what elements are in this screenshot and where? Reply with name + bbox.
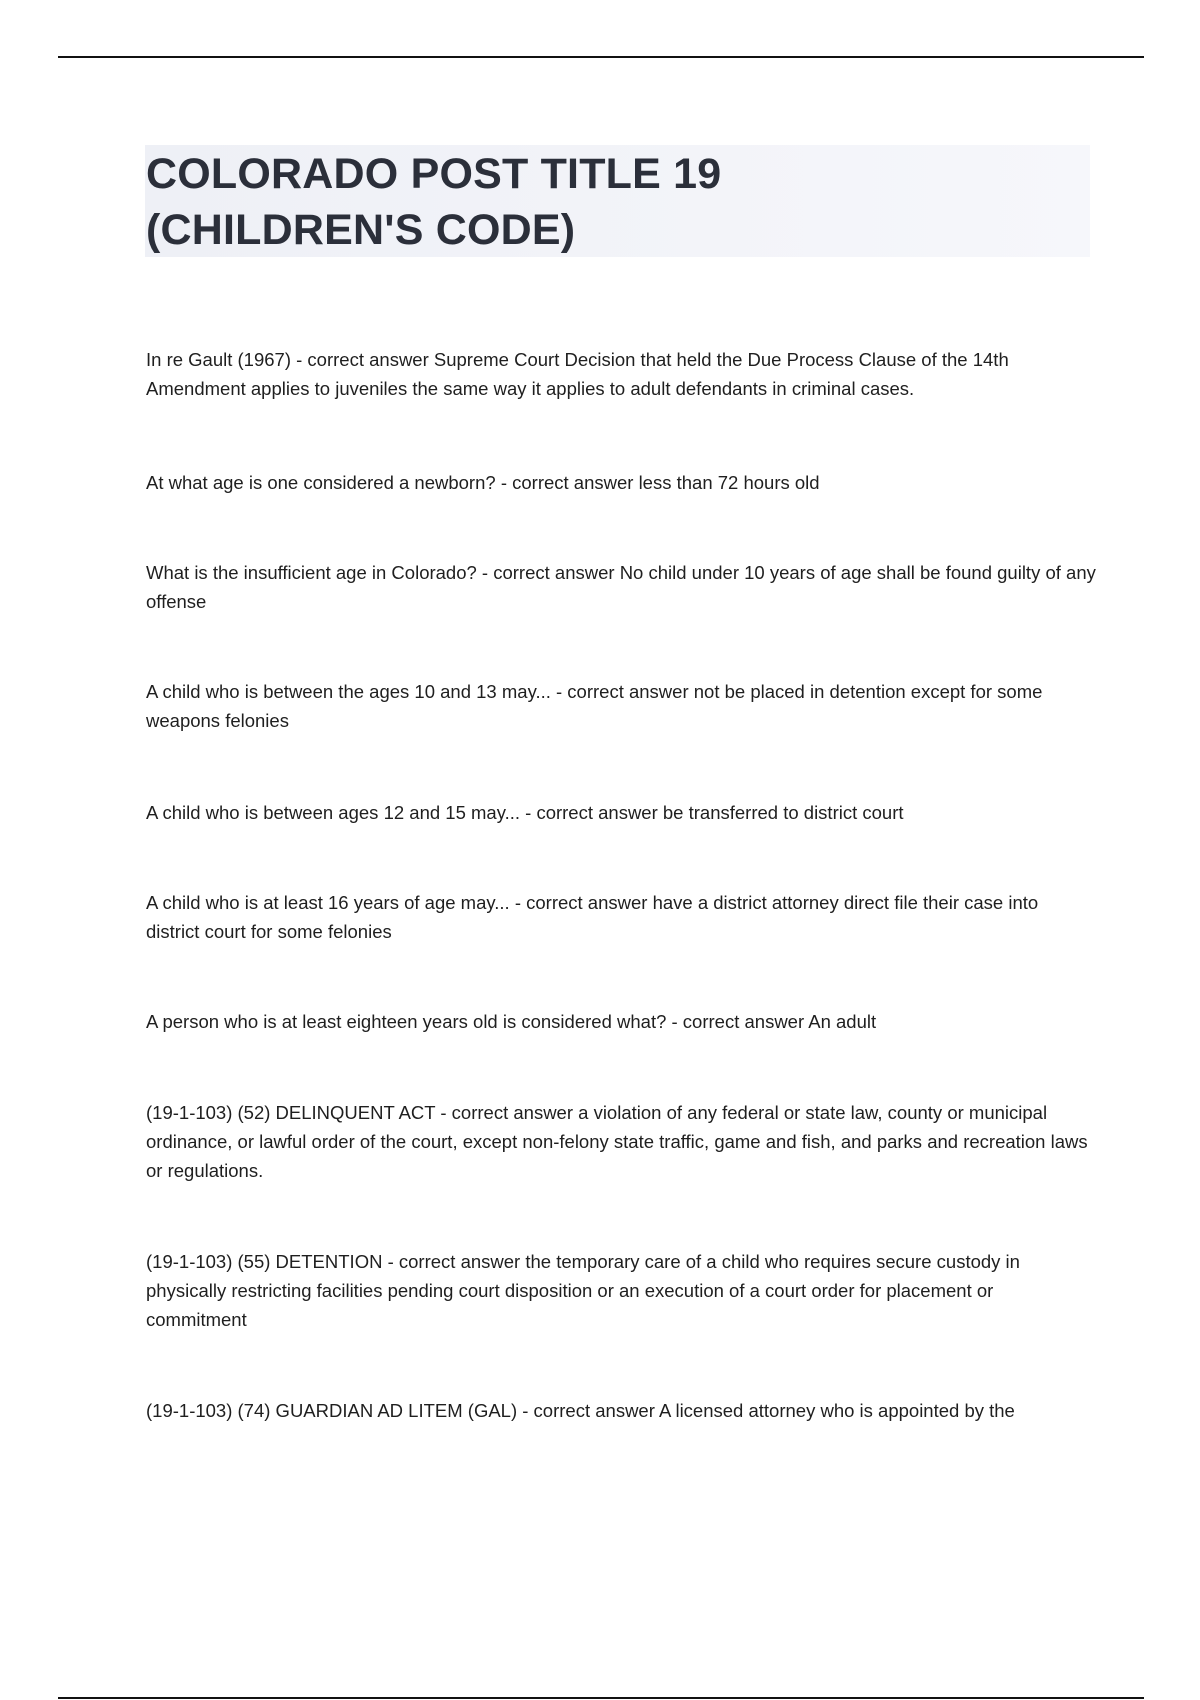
title-line-1: COLORADO POST TITLE 19 bbox=[146, 150, 722, 198]
flashcard-entry: In re Gault (1967) - correct answer Supreme Court Decision that held the Due Process Clause of the 14th Amendment applies to juveniles the same way it applies to adult defendants in criminal cases. bbox=[146, 349, 1009, 399]
flashcard-entry: A child who is at least 16 years of age may... - correct answer have a district attorney direct file their case into district court for some felonies bbox=[146, 892, 1039, 942]
bottom-divider bbox=[58, 1697, 1144, 1699]
flashcard-entry: (19-1-103) (74) GUARDIAN AD LITEM (GAL) - correct answer A licensed attorney who is appointed by the bbox=[146, 1400, 1015, 1421]
flashcard-entry: A person who is at least eighteen years old is considered what? - correct answer An adult bbox=[146, 1011, 877, 1032]
top-divider bbox=[58, 56, 1144, 58]
flashcard-entry: At what age is one considered a newborn? - correct answer less than 72 hours old bbox=[146, 472, 820, 493]
title-line-2: (CHILDREN'S CODE) bbox=[146, 206, 576, 254]
page-title bbox=[146, 146, 721, 258]
flashcard-entry: (19-1-103) (52) DELINQUENT ACT - correct answer a violation of any federal or state law, county or municipal ordinance, or lawful order of the court, except non-felony state traffic, game and fish, and parks and recreation laws or regulations. bbox=[146, 1102, 1088, 1181]
flashcard-entry: A child who is between the ages 10 and 13 may... - correct answer not be placed in detention except for some weapons felonies bbox=[146, 681, 1043, 731]
flashcard-entry: What is the insufficient age in Colorado? - correct answer No child under 10 years of age shall be found guilty of any offense bbox=[146, 562, 1096, 612]
flashcard-entry: A child who is between ages 12 and 15 may... - correct answer be transferred to district court bbox=[146, 802, 904, 823]
flashcard-entry: (19-1-103) (55) DETENTION - correct answer the temporary care of a child who requires secure custody in physically restricting facilities pending court disposition or an execution of a court order for placement or commitment bbox=[146, 1251, 1020, 1330]
